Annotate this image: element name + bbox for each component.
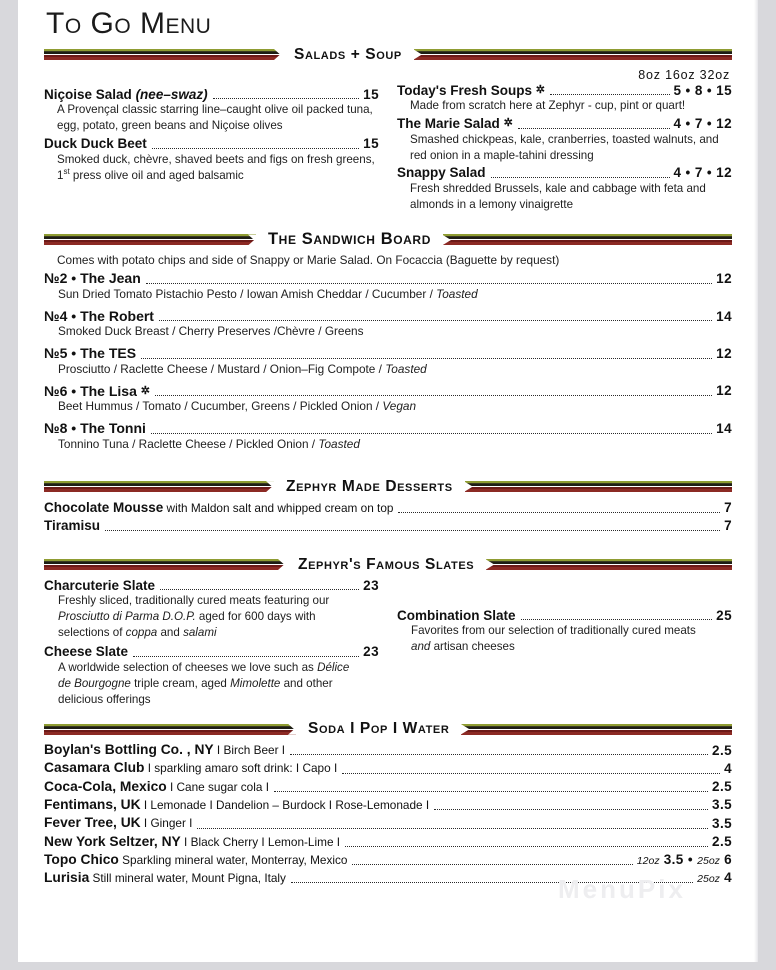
decorative-rule-right bbox=[443, 234, 732, 245]
item-description: Made from scratch here at Zephyr - cup, pint or quart! bbox=[410, 99, 686, 113]
menu-item-todays-fresh-soups[interactable] bbox=[397, 83, 732, 115]
asterisk-icon: ✲ bbox=[503, 117, 513, 130]
sandwich-note: Comes with potato chips and side of Snappy or Marie Salad. On Focaccia (Baguette by request) bbox=[57, 253, 560, 268]
menu-item-tiramisu[interactable] bbox=[44, 518, 732, 534]
item-description: Beet Hummus / Tomato / Cucumber, Greens / Pickled Onion / Vegan bbox=[58, 399, 417, 414]
menu-item-topo-chico[interactable] bbox=[44, 852, 732, 868]
dot-leader bbox=[141, 357, 712, 359]
item-name: Combination Slate bbox=[397, 607, 516, 623]
asterisk-icon: ✲ bbox=[535, 83, 545, 96]
decorative-rule-left bbox=[44, 559, 286, 570]
item-detail: I sparkling amaro soft drink: I Capo I bbox=[144, 761, 338, 776]
section-title-drinks: Soda I Pop I Water bbox=[308, 720, 450, 738]
item-price: 2.5 bbox=[712, 833, 732, 849]
watermark: MenuPix bbox=[558, 874, 686, 904]
item-name: Fentimans, UK I Lemonade I Dandelion – Burdock I Rose-Lemonade I bbox=[44, 796, 430, 812]
decorative-rule-right bbox=[461, 724, 732, 735]
item-pronunciation: (nee–swaz) bbox=[135, 86, 208, 102]
item-price: 25oz 4 bbox=[697, 870, 732, 886]
item-price: 12 bbox=[716, 345, 732, 361]
decorative-rule-left bbox=[44, 481, 274, 492]
item-description: Tonnino Tuna / Raclette Cheese / Pickled Onion / Toasted bbox=[58, 436, 360, 451]
menu-item-fever-tree[interactable] bbox=[44, 815, 732, 831]
menu-item-the-jean[interactable] bbox=[44, 270, 732, 302]
salads-columns bbox=[44, 68, 732, 215]
salads-right-column bbox=[397, 68, 732, 215]
item-name: Topo Chico Sparkling mineral water, Monterray, Mexico bbox=[44, 851, 348, 867]
item-name: Chocolate Mousse with Maldon salt and whipped cream on top bbox=[44, 499, 394, 515]
item-price: 3.5 bbox=[712, 815, 732, 831]
item-detail: I Cane sugar cola I bbox=[166, 779, 269, 794]
item-description: A Provençal classic starring line–caught olive oil packed tuna, egg, potato, green beans and Niçoise olives bbox=[57, 103, 373, 133]
item-name: Tiramisu bbox=[44, 517, 101, 533]
decorative-rule-right bbox=[486, 559, 732, 570]
item-name: №2 • The Jean bbox=[44, 270, 141, 287]
menu-item-the-tonni[interactable] bbox=[44, 420, 732, 452]
item-name: New York Seltzer, NY I Black Cherry I Lemon-Lime I bbox=[44, 833, 341, 849]
item-name: Duck Duck Beet bbox=[44, 135, 147, 151]
section-title-desserts: Zephyr Made Desserts bbox=[286, 477, 453, 495]
item-price: 23 bbox=[363, 577, 379, 593]
portion-size: 12oz bbox=[636, 855, 660, 868]
item-name: The Marie Salad ✲ bbox=[397, 116, 513, 132]
item-detail: Sparkling mineral water, Monterray, Mexico bbox=[118, 852, 348, 867]
item-detail: I Black Cherry I Lemon-Lime I bbox=[180, 834, 341, 849]
item-name: Snappy Salad bbox=[397, 165, 486, 181]
item-detail: I Birch Beer I bbox=[213, 743, 286, 758]
dot-leader bbox=[345, 845, 708, 847]
menu-item-boylans[interactable] bbox=[44, 742, 732, 758]
item-description: A worldwide selection of cheeses we love such as Délice de Bourgogne triple cream, aged Mimolette and other delicious offerings bbox=[58, 661, 350, 706]
item-name: №4 • The Robert bbox=[44, 307, 154, 324]
dot-leader bbox=[291, 881, 693, 883]
dessert-list bbox=[44, 500, 732, 534]
item-price: 3.5 bbox=[712, 797, 732, 813]
menu-item-the-tes[interactable] bbox=[44, 345, 732, 377]
menu-item-combination-slate[interactable] bbox=[397, 608, 732, 655]
menu-item-nicoise-salad[interactable] bbox=[44, 87, 379, 134]
menu-item-fentimans[interactable] bbox=[44, 797, 732, 813]
item-price: 5 • 8 • 15 bbox=[673, 82, 732, 98]
section-header-slates bbox=[44, 556, 732, 574]
menu-item-new-york-seltzer[interactable] bbox=[44, 834, 732, 850]
drink-list bbox=[44, 742, 732, 886]
item-price: 12 bbox=[716, 383, 732, 399]
dot-leader bbox=[146, 282, 712, 284]
item-description: Smoked Duck Breast / Cherry Preserves /Chèvre / Greens bbox=[58, 324, 364, 339]
slates-left-column bbox=[44, 578, 379, 710]
item-name: Boylan's Bottling Co. , NY I Birch Beer I bbox=[44, 742, 286, 758]
section-header-sandwiches bbox=[44, 230, 732, 249]
decorative-rule-right bbox=[414, 49, 732, 60]
dot-leader bbox=[491, 176, 670, 178]
decorative-rule-left bbox=[44, 234, 256, 245]
item-name: Fever Tree, UK I Ginger I bbox=[44, 815, 193, 831]
section-title-sandwiches: The Sandwich Board bbox=[268, 230, 431, 249]
item-detail: I Ginger I bbox=[140, 816, 193, 831]
item-name: №6 • The Lisa ✲ bbox=[44, 382, 150, 399]
item-price: 4 • 7 • 12 bbox=[673, 116, 732, 132]
item-name: Charcuterie Slate bbox=[44, 577, 156, 593]
portion-size-header: 8oz 16oz 32oz bbox=[638, 67, 730, 82]
decorative-rule-left bbox=[44, 49, 282, 60]
item-price: 2.5 bbox=[712, 779, 732, 795]
menu-item-the-robert[interactable] bbox=[44, 308, 732, 340]
menu-item-cheese-slate[interactable] bbox=[44, 644, 379, 707]
item-name: №8 • The Tonni bbox=[44, 420, 146, 437]
item-name: Niçoise Salad (nee–swaz) bbox=[44, 86, 208, 102]
item-price: 7 bbox=[724, 517, 732, 533]
dot-leader bbox=[152, 147, 359, 149]
item-name: Cheese Slate bbox=[44, 644, 129, 660]
portion-size: 25oz bbox=[697, 855, 720, 868]
item-detail: with Maldon salt and whipped cream on top bbox=[163, 500, 394, 515]
item-price: 15 bbox=[363, 86, 379, 102]
item-price: 2.5 bbox=[712, 742, 732, 758]
menu-item-chocolate-mousse[interactable] bbox=[44, 500, 732, 516]
menu-item-charcuterie-slate[interactable] bbox=[44, 578, 379, 641]
asterisk-icon: ✲ bbox=[140, 384, 150, 397]
menu-item-lurisia[interactable] bbox=[44, 870, 732, 886]
slates-columns bbox=[44, 578, 732, 710]
salads-left-column bbox=[44, 68, 379, 215]
item-description: Favorites from our selection of traditionally cured meats and artisan cheeses bbox=[411, 624, 696, 654]
item-name: Lurisia Still mineral water, Mount Pigna, Italy bbox=[44, 870, 286, 886]
portion-size: 25oz bbox=[697, 873, 720, 886]
dot-leader bbox=[342, 772, 720, 774]
dot-leader bbox=[352, 863, 632, 865]
item-price: 12 bbox=[716, 271, 732, 287]
section-title-slates: Zephyr's Famous Slates bbox=[298, 555, 475, 573]
dot-leader bbox=[105, 529, 720, 531]
item-price: 4 • 7 • 12 bbox=[673, 165, 732, 181]
item-detail: Still mineral water, Mount Pigna, Italy bbox=[89, 871, 286, 886]
dot-leader bbox=[550, 93, 670, 95]
dot-leader bbox=[518, 127, 670, 129]
item-price: 7 bbox=[724, 499, 732, 515]
dot-leader bbox=[151, 432, 712, 434]
item-price: 12oz 3.5 • 25oz 6 bbox=[636, 852, 732, 868]
item-name: №5 • The TES bbox=[44, 345, 137, 362]
slates-right-column bbox=[397, 578, 732, 710]
item-price: 4 bbox=[724, 760, 732, 776]
item-name: Casamara Club I sparkling amaro soft drink: I Capo I bbox=[44, 760, 338, 776]
item-description: Prosciutto / Raclette Cheese / Mustard / Onion–Fig Compote / Toasted bbox=[58, 361, 427, 376]
section-header-salads bbox=[44, 46, 732, 64]
dot-leader bbox=[290, 753, 708, 755]
menu-item-casamara-club[interactable] bbox=[44, 760, 732, 776]
decorative-rule-right bbox=[465, 481, 732, 492]
sandwich-list bbox=[44, 253, 732, 452]
menu-page bbox=[18, 0, 758, 962]
item-description: Smashed chickpeas, kale, cranberries, toasted walnuts, and red onion in a maple-tahini dressing bbox=[410, 132, 719, 162]
menu-item-duck-duck-beet[interactable] bbox=[44, 136, 379, 184]
item-price: 14 bbox=[716, 420, 732, 436]
menu-item-the-lisa[interactable] bbox=[44, 383, 732, 415]
dot-leader bbox=[213, 97, 360, 99]
page-title: To Go Menu bbox=[46, 7, 212, 40]
section-title-salads: Salads + Soup bbox=[294, 45, 402, 63]
item-description: Sun Dried Tomato Pistachio Pesto / Iowan Amish Cheddar / Cucumber / Toasted bbox=[58, 286, 478, 301]
dot-leader bbox=[133, 655, 359, 657]
item-description: Fresh shredded Brussels, kale and cabbage with feta and almonds in a lemony vinaigrette bbox=[410, 182, 706, 211]
section-header-drinks bbox=[44, 720, 732, 738]
item-price: 14 bbox=[716, 308, 732, 324]
dot-leader bbox=[155, 394, 712, 396]
item-description: Freshly sliced, traditionally cured meats featuring our Prosciutto di Parma D.O.P. aged for 600 days with selections of coppa and salami bbox=[58, 594, 330, 639]
menu-item-the-marie-salad[interactable] bbox=[397, 116, 732, 163]
dot-leader bbox=[434, 808, 708, 810]
item-price: 25 bbox=[716, 607, 732, 623]
item-name: Coca-Cola, Mexico I Cane sugar cola I bbox=[44, 778, 269, 794]
item-name: Today's Fresh Soups ✲ bbox=[397, 82, 545, 98]
item-detail: I Lemonade I Dandelion – Burdock I Rose-Lemonade I bbox=[140, 797, 430, 812]
item-price: 15 bbox=[363, 135, 379, 151]
dot-leader bbox=[197, 827, 708, 829]
menu-item-coca-cola[interactable] bbox=[44, 779, 732, 795]
dot-leader bbox=[398, 511, 720, 513]
menu-content bbox=[44, 0, 732, 888]
section-header-desserts bbox=[44, 478, 732, 496]
decorative-rule-left bbox=[44, 724, 296, 735]
item-price: 23 bbox=[363, 644, 379, 660]
menu-item-snappy-salad[interactable] bbox=[397, 165, 732, 212]
dot-leader bbox=[160, 588, 359, 590]
item-description: Smoked duck, chèvre, shaved beets and figs on fresh greens, 1st press olive oil and aged balsamic bbox=[57, 152, 375, 183]
dot-leader bbox=[521, 618, 713, 620]
dot-leader bbox=[159, 319, 712, 321]
dot-leader bbox=[274, 790, 708, 792]
